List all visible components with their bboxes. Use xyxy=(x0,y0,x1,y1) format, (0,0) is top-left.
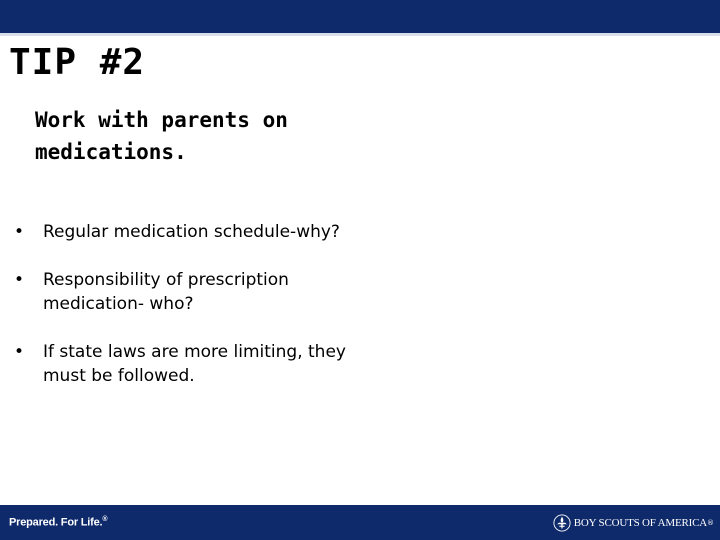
bullet-marker: • xyxy=(14,270,25,290)
org-branding xyxy=(553,513,714,533)
bullet-marker: • xyxy=(14,342,25,362)
header-bar xyxy=(0,0,720,33)
bullet-text: If state laws are more limiting, they must be followed. xyxy=(43,342,346,386)
bullet-item xyxy=(14,220,654,244)
bullet-item xyxy=(14,340,654,388)
tagline-text: Prepared. For Life. xyxy=(9,516,103,529)
bullet-marker: • xyxy=(14,222,25,242)
footer-tagline xyxy=(9,516,107,529)
org-name: BOY SCOUTS OF AMERICA xyxy=(573,517,707,529)
registered-mark: ® xyxy=(102,516,108,523)
slide-subtitle: Work with parents on medications. xyxy=(35,108,288,164)
bullet-text: Responsibility of prescription medication- who? xyxy=(43,270,289,314)
bullet-list xyxy=(14,220,654,388)
bullet-text: Regular medication schedule-why? xyxy=(43,222,340,242)
registered-mark: ® xyxy=(707,519,714,527)
slide-title: TIP #2 xyxy=(9,42,146,83)
bullet-item xyxy=(14,268,654,316)
fleur-de-lis-icon xyxy=(553,514,571,532)
footer-bar xyxy=(0,505,720,540)
